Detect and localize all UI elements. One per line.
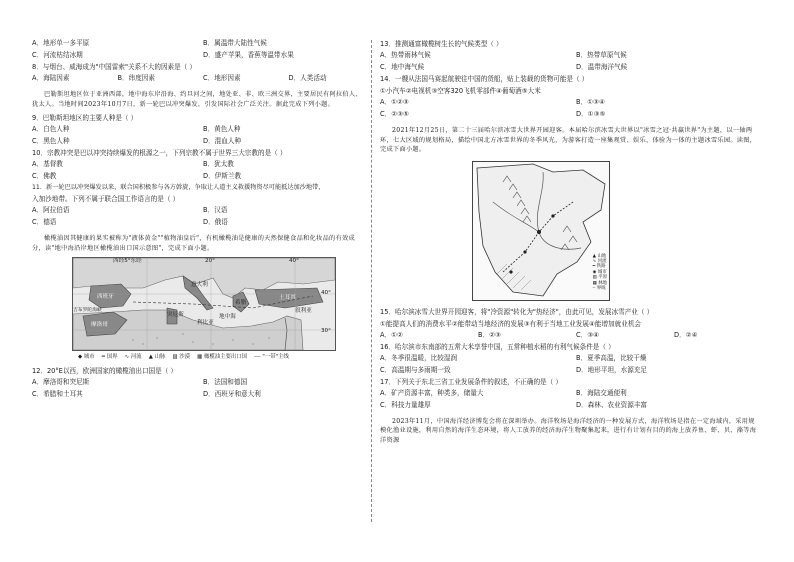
q10-stem: 10．宗教冲突是巴以冲突持续爆发的根源之一，下列宗教不属于世界三大宗教的是（ ） [32, 149, 287, 157]
q12-option-c[interactable]: C．希腊和土耳其 [32, 390, 83, 398]
map1-country-morocco: 摩洛哥 [91, 322, 108, 328]
map2-legend-item: ▨ 平原 [592, 275, 607, 281]
q13-options [380, 51, 772, 75]
q12-option-b[interactable]: B．法国和德国 [203, 378, 248, 386]
q12-options [32, 378, 374, 402]
map2-legend-item: ▲ 山地 [592, 253, 607, 259]
q9-options [32, 125, 374, 149]
q13-option-b[interactable]: B．热带草原气候 [576, 51, 627, 59]
q11-option-b[interactable]: B．汉语 [203, 206, 228, 214]
q13-option-c[interactable]: C．地中海气候 [380, 63, 425, 71]
q7-option-d[interactable]: D．盛产苹果，香蕉等温带水果 [203, 51, 294, 59]
q14-option-c[interactable]: C．②③⑤ [380, 110, 409, 118]
q17-option-d[interactable]: D．森林、农业资源丰富 [576, 400, 648, 409]
q15-option-b[interactable]: B．②③ [478, 330, 501, 339]
right-column [374, 36, 772, 445]
q10-option-a[interactable]: A．基督教 [32, 160, 63, 168]
q10-option-c[interactable]: C．佛教 [32, 172, 57, 180]
map2-legend [593, 254, 607, 292]
map2-legend-item: ∿ 河流 [592, 259, 607, 265]
q14-option-b[interactable]: B．①③④ [576, 98, 605, 106]
q9-option-b[interactable]: B．黄色人种 [203, 125, 241, 133]
northeast-china-map-graphic [473, 162, 609, 300]
q9-option-a[interactable]: A．白色人种 [32, 125, 70, 133]
map1-lat-bottom: 30° [321, 328, 331, 334]
q17-options [380, 389, 772, 413]
q12-option-d[interactable]: D．西班牙和意大利 [203, 390, 261, 398]
map1-lat-top: 40° [321, 290, 331, 296]
q12-stem: 12．20°E以西，欧洲国家的橄榄油出口国是（ ） [32, 367, 178, 375]
q11-options [32, 206, 374, 230]
q16-option-d[interactable]: D．地形平坦，水源充足 [576, 365, 648, 374]
map2-legend-item: ▦ 林地 [592, 280, 607, 286]
q17-stem: 17．下列关于东北三省工业发展条件的叙述，不正确的是（ ） [380, 377, 562, 386]
q7-options [32, 39, 374, 63]
q16-option-b[interactable]: B．夏季高温，比较干燥 [576, 353, 647, 362]
q14-items: ①小汽车②电视机③空客320飞机零部件④葡萄酒⑤大米 [380, 87, 541, 95]
q12-option-a[interactable]: A．摩洛哥和突尼斯 [32, 378, 90, 386]
q7-option-c[interactable]: C．河流枯结冰期 [32, 51, 83, 59]
northeast-china-map [472, 161, 610, 301]
q8-option-a[interactable]: A．海陆因素 [32, 74, 70, 82]
q14-option-d[interactable]: D．①③⑤ [576, 110, 606, 118]
q9-stem: 9．巴勒斯坦地区的主要人种是（ ） [32, 114, 138, 122]
q8-option-b[interactable]: B．纬度因素 [117, 74, 155, 82]
mediterranean-map-graphic [73, 258, 335, 350]
q9-option-c[interactable]: C．黑色人种 [32, 137, 70, 145]
map1-country-tunisia: 突尼斯 [167, 312, 184, 318]
q13-stem: 13．推测通富橄榄树生长的气候类型（ ） [380, 40, 503, 48]
q15-options [380, 331, 772, 343]
map1-sea-label: 地中海 [219, 314, 236, 320]
passage-harbin: 2021年12月25日，第二十三届哈尔滨冰雪大世界开园迎客。本届哈尔滨冰雪大世界以"冰雪之冠·共赢世界"为主题，以一轴两环，七大区域的规划格局，描绘中国北方冰雪世界的冬季风光，为游客打造一座集观赏、娱乐、体验为一体的主题冰雪乐园。读图，完成下面小题。 [380, 127, 757, 153]
q8-options [32, 74, 374, 86]
q11-option-c[interactable]: C．德语 [32, 218, 57, 226]
q15-option-c[interactable]: C．③④ [576, 330, 600, 339]
map2-legend-item: ┄ 界线 [592, 286, 606, 292]
q10-option-b[interactable]: B．犹太教 [203, 160, 234, 168]
q10-option-d[interactable]: D．伊斯兰教 [203, 172, 242, 180]
passage-marine-ranch: 2023年11月，中国海洋经济博览会将在深圳举办。海洋牧场是海洋经济的一种发展方式，海洋牧场是指在一定海域内，采用规模化渔业设施，利用自然的海洋生态环境，将人工放养的经济海洋生物聚集起来，进行有计划有目的的海上放养鱼、虾、贝、藻等海洋资源 [380, 417, 757, 444]
q11-option-a[interactable]: A．阿拉伯语 [32, 206, 70, 214]
map2-legend-item: ◉ 城市 [592, 269, 607, 275]
q8-stem: 8．与烟台、威海成为"中国雷索"关系不大的因素是（ ） [32, 63, 197, 71]
map1-legend: ◆ 城市 ━ 国界 ∿ 河流 ▲ 山脉 ▨ 沙漠 ▦ 橄榄油主要出口国 ┄┄ "一带"主线 [78, 354, 289, 360]
q17-option-a[interactable]: A．矿产资源丰富，种类多，储量大 [380, 388, 484, 397]
q11-stem-line2: 入加沙地带。下列不属于联合国工作语言的是（ ） [32, 195, 180, 203]
map1-lon-right: 40° [289, 258, 299, 264]
mediterranean-map [72, 257, 336, 351]
q16-stem: 16．哈尔滨市东南部的五常大米享誉中国，五常种植水稻的有利气候条件是（ ） [380, 342, 615, 351]
q11-option-d[interactable]: D．俄语 [203, 218, 228, 226]
q8-option-c[interactable]: C．地形因素 [203, 74, 241, 82]
q9-option-d[interactable]: D．混血人种 [203, 137, 242, 145]
q16-option-a[interactable]: A．冬季很温暖，比较湿润 [380, 353, 458, 362]
q14-stem: 14．一艘从法国马赛起航驶往中国的货船，贴上装载的货物可能是（ ） [380, 75, 589, 83]
q15-stem: 15．哈尔滨冰雪大世界开园迎客，将"冷资源"转化为"热经济"，由此可见，发展冰雪产业（ ） [380, 307, 654, 316]
q16-options [380, 354, 772, 378]
map1-strait-label: 吉布罗陀海峡 [73, 308, 102, 313]
passage-olive-oil: 橄榄油因其健康的果实被称为"液体黄金""植物油皇后"，有机橄榄油是健康的天然保健食品和化妆品的有效成分，读"地中海沿岸地区橄榄油出口国示意图"，完成下面小题。 [32, 235, 356, 252]
map2-legend-item: ━ 铁路 [592, 264, 606, 270]
map1-country-turkey: 土耳其 [279, 295, 296, 301]
q17-option-c[interactable]: C．科技力量雄厚 [380, 400, 431, 409]
q15-option-d[interactable]: D．②④ [674, 330, 698, 339]
q13-option-a[interactable]: A．热带雨林气候 [380, 51, 431, 59]
map1-country-libya: 利比亚 [197, 320, 214, 326]
q15-option-a[interactable]: A．①② [380, 330, 403, 339]
q13-option-d[interactable]: D．温带海洋气候 [576, 63, 628, 71]
map1-lon-left: 西经5°东经 [113, 258, 142, 264]
q15-items: ①能提高人们的消费水平②能带动当地经济的发展③有利于当地工业发展④能增加就业机会 [380, 319, 642, 328]
q14-option-a[interactable]: A．①②③ [380, 98, 409, 106]
q16-option-c[interactable]: C．高温期与多雨期一致 [380, 365, 451, 374]
map1-lon-mid: 20° [205, 258, 215, 264]
map1-country-italy: 意大利 [191, 282, 208, 288]
q8-option-d[interactable]: D．人类活动 [288, 74, 327, 82]
map1-country-syria: 叙利亚 [295, 308, 312, 314]
passage-palestine: 巴勒斯坦地区位于亚洲西部，地中海东岸沿海、约旦河之间，地处亚、非、欧三洲交界，主要居民有阿拉伯人、犹太人。当地时间2023年10月7日，新一轮巴以冲突爆发，引发国际社会广泛关注。据此完成下列小题。 [32, 91, 362, 108]
map1-country-greece: 希腊 [235, 300, 247, 306]
q17-option-b[interactable]: B．海陆交通便利 [576, 388, 627, 397]
q7-option-a[interactable]: A．地形单一多平原 [32, 39, 90, 47]
left-column [32, 36, 374, 402]
q11-stem-line1: 11．新一轮巴以冲突爆发以来，联合国积极参与各方斡旋，争取让人道主义救援物资尽可能抵达加沙地带， [32, 184, 325, 191]
q14-options [380, 98, 772, 122]
map1-country-spain: 西班牙 [97, 294, 114, 300]
q10-options [32, 160, 374, 184]
q7-option-b[interactable]: B．属温带大陆性气候 [203, 39, 267, 47]
